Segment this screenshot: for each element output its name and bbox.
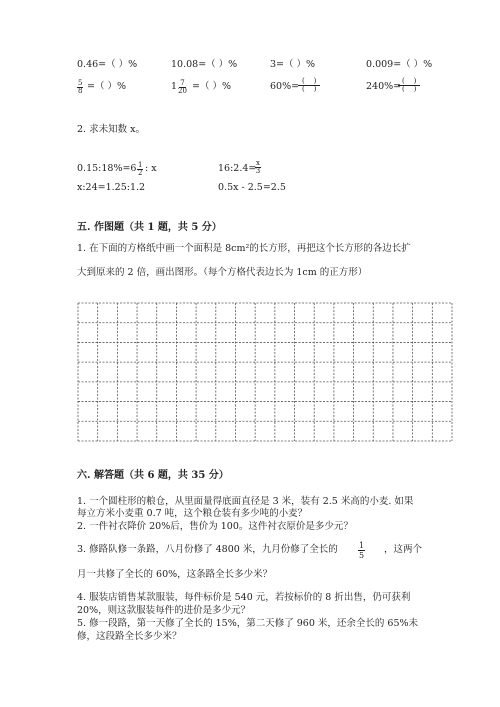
section6-title: 六. 解答题（共 6 题，共 35 分） [77, 470, 229, 481]
percent-240: 240%= [366, 81, 402, 92]
section5-title: 五. 作图题（共 1 题，共 5 分） [77, 222, 222, 233]
s6-q1-line2: 每立方米小麦重 0.7 吨，这个粮仓装有多少吨的小麦？ [77, 508, 308, 519]
s6-q4-line1: 4. 服装店销售某款服装，每件标价是 540 元，若按标价的 8 折出售，仍可获利 [77, 592, 411, 603]
blank-0.46: 0.46=（ ）% [77, 59, 138, 70]
section5-q1-line1: 1. 在下面的方格纸中画一个面积是 8cm²的长方形，再把这个长方形的各边长扩 [77, 243, 411, 254]
blank-3: 3=（ ）% [270, 59, 316, 70]
eq2-left: 16:2.4= [218, 163, 257, 174]
s6-q1-line1: 1. 一个圆柱形的粮仓，从里面量得底面直径是 3 米，装有 2.5 米高的小麦. 如果 [77, 496, 414, 507]
eq1-left: 0.15:18%=6 [77, 163, 137, 174]
s6-q3-line1a: 3. 修路队修一条路，八月份修了 4800 米，九月份修了全长的 [77, 544, 338, 555]
s6-q3-line1b: ，这两个 [384, 544, 423, 555]
fraction-7-20: $\frac{7}{20}$ [178, 79, 187, 95]
s6-q5-line1: 5. 修一段路，第一天修了全长的 15%，第二天修了 960 米，还余全长的 65%未 [77, 618, 419, 629]
eq2-fraction: $\frac{x}{3}$ [255, 159, 261, 175]
blank-5-8: =（ ）% [87, 81, 127, 92]
blank-fraction-60: ( ) ( ) [298, 78, 320, 93]
fraction-5-8: $\frac{5}{8}$ [78, 79, 83, 95]
s6-q2: 2. 一件衬衣降价 20%后，售价为 100。这件衬衣原价是多少元？ [77, 521, 353, 532]
section5-q1-line2: 大到原来的 2 倍，画出图形。（每个方格代表边长为 1cm 的正方形） [77, 267, 368, 278]
mixed-whole: 1 [171, 81, 178, 92]
s6-q3-fraction: $\frac{1}{5}$ [359, 541, 365, 560]
blank-10.08: 10.08=（ ）% [171, 59, 238, 70]
blank-fraction-240: ( ) ( ) [398, 78, 420, 93]
eq3: x:24=1.25:1.2 [77, 182, 146, 193]
s6-q5-line2: 修，这段路全长多少米？ [77, 631, 182, 642]
blank-0.009: 0.009=（ ）% [366, 59, 433, 70]
square-grid [77, 302, 453, 442]
s6-q3-line2: 月一共修了全长的 60%，这条路全长多少米？ [77, 569, 273, 580]
blank-1-7-20: =（ ）% [192, 81, 232, 92]
eq4: 0.5x - 2.5=2.5 [218, 182, 286, 193]
s6-q4-line2: 20%，则这款服装每件的进价是多少元？ [77, 605, 251, 616]
eq1-fraction: $\frac{1}{2}$ [138, 161, 143, 177]
eq1-right: : x [145, 163, 157, 174]
percent-60: 60%= [270, 81, 300, 92]
q2-title: 2. 求未知数 x。 [77, 124, 145, 135]
